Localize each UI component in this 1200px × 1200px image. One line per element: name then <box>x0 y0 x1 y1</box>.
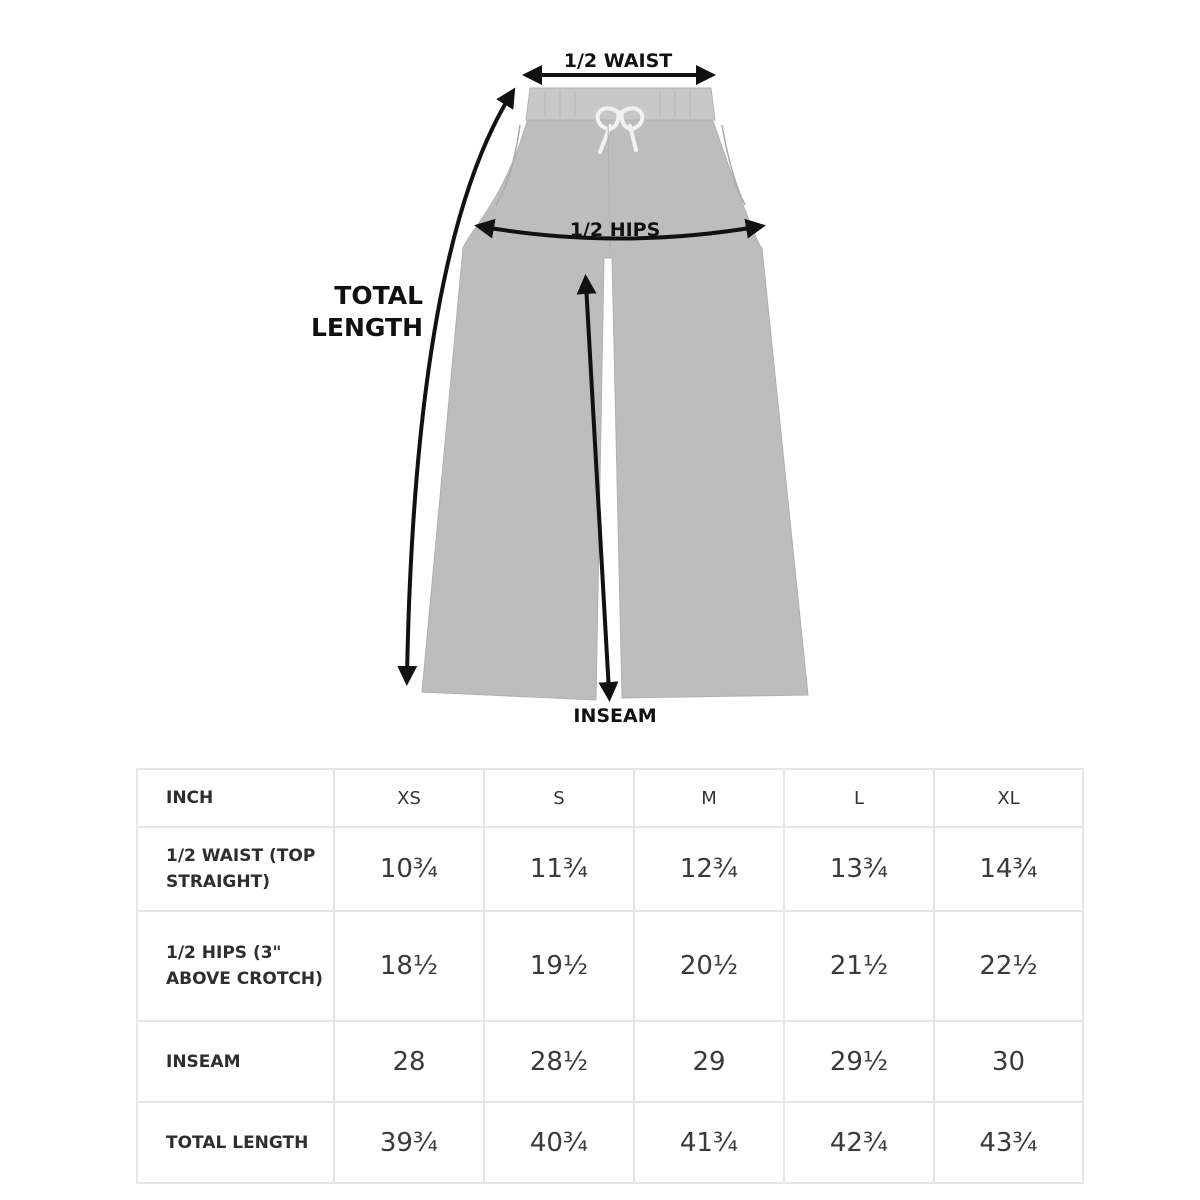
size-header-xl: XL <box>934 769 1083 827</box>
inseam-value-xl: 30 <box>934 1021 1083 1102</box>
hips-value-xl: 22½ <box>934 911 1083 1021</box>
hips-label: 1/2 HIPS <box>569 219 661 241</box>
total-length-value-m: 41¾ <box>634 1102 784 1183</box>
hips-row <box>137 911 1083 1021</box>
waist-row <box>137 827 1083 911</box>
total-length-row <box>137 1102 1083 1183</box>
inseam-value-xs: 28 <box>334 1021 484 1102</box>
row-label-waist: 1/2 WAIST (TOP STRAIGHT) <box>137 827 334 911</box>
waist-value-xs: 10¾ <box>334 827 484 911</box>
row-label-inseam: INSEAM <box>137 1021 334 1102</box>
total-length-label-line2: LENGTH <box>311 313 423 342</box>
waist-value-l: 13¾ <box>784 827 934 911</box>
waist-label: 1/2 WAIST <box>563 50 673 72</box>
size-header-row <box>137 769 1083 827</box>
waist-value-s: 11¾ <box>484 827 634 911</box>
total-length-value-s: 40¾ <box>484 1102 634 1183</box>
hips-value-s: 19½ <box>484 911 634 1021</box>
size-header-l: L <box>784 769 934 827</box>
waist-value-xl: 14¾ <box>934 827 1083 911</box>
total-length-value-l: 42¾ <box>784 1102 934 1183</box>
size-header-xs: XS <box>334 769 484 827</box>
inseam-value-s: 28½ <box>484 1021 634 1102</box>
inseam-label: INSEAM <box>573 705 657 727</box>
hips-value-l: 21½ <box>784 911 934 1021</box>
total-length-label-line1: TOTAL <box>334 281 423 310</box>
inseam-value-m: 29 <box>634 1021 784 1102</box>
pants-illustration <box>422 88 808 700</box>
row-label-total-length: TOTAL LENGTH <box>137 1102 334 1183</box>
inseam-value-l: 29½ <box>784 1021 934 1102</box>
unit-header: INCH <box>137 769 334 827</box>
inseam-row <box>137 1021 1083 1102</box>
hips-value-m: 20½ <box>634 911 784 1021</box>
total-length-value-xs: 39¾ <box>334 1102 484 1183</box>
row-label-hips: 1/2 HIPS (3" ABOVE CROTCH) <box>137 911 334 1021</box>
pants-body <box>422 118 808 700</box>
waist-value-m: 12¾ <box>634 827 784 911</box>
size-header-m: M <box>634 769 784 827</box>
size-chart-table <box>136 768 1084 1184</box>
total-length-value-xl: 43¾ <box>934 1102 1083 1183</box>
hips-value-xs: 18½ <box>334 911 484 1021</box>
size-header-s: S <box>484 769 634 827</box>
